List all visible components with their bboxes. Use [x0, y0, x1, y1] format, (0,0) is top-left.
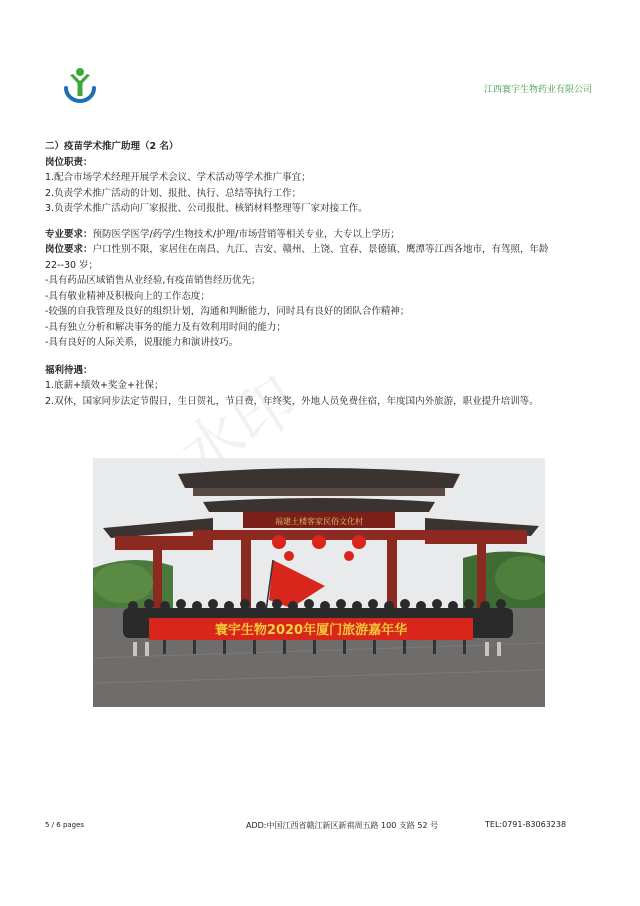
- requirement-item: -具有良好的人际关系，说服能力和演讲技巧。: [45, 337, 239, 348]
- footer-tel: TEL:0791-83063238: [485, 820, 567, 829]
- position-requirement: [45, 242, 597, 258]
- requirement-item: -较强的自我管理及良好的组织计划，沟通和判断能力，同时具有良好的团队合作精神；: [45, 306, 410, 317]
- gate-plaque: 福建土楼客家民俗文化村: [275, 517, 363, 526]
- major-label: 专业要求：: [45, 228, 93, 240]
- requirement-item: -具有独立分析和解决事务的能力及有效利用时间的能力；: [45, 321, 286, 333]
- major-text: 预防医学医学/药学/生物技术/护理/市场营销等相关专业，大专以上学历；: [92, 228, 400, 240]
- watermark: 水印: [167, 363, 311, 493]
- company-name: 江西寰宇生物药业有限公司: [483, 85, 592, 95]
- benefit-item: 1.底薪+绩效+奖金+社保；: [45, 380, 164, 391]
- benefit-item: 2.双休，国家同步法定节假日，生日贺礼，节日费，年终奖，外地人员免费住宿，年度国内外旅游，职业提升培训等。: [45, 395, 539, 407]
- requirement-item: -具有药品区域销售从业经验,有疫苗销售经历优先；: [45, 275, 261, 286]
- major-requirement: [45, 227, 597, 243]
- position-text-cont: 22--30 岁；: [45, 259, 99, 271]
- benefits-label: 福利待遇：: [45, 364, 93, 376]
- duty-item: 3.负责学术推广活动向厂家报批、公司报批、核销材料整理等厂家对接工作。: [45, 203, 368, 214]
- footer-address: ADD:中国江西省赣江新区新祺周五路 100 支路 52 号: [246, 821, 439, 830]
- position-label: 岗位要求：: [45, 244, 93, 255]
- company-logo: [60, 66, 100, 104]
- requirement-item: -具有敬业精神及积极向上的工作态度；: [45, 290, 210, 302]
- duty-item: 1.配合市场学术经理开展学术会议、学术活动等学术推广事宜；: [45, 172, 311, 183]
- position-text: 户口性别不限，家居住在南昌、九江、吉安、赣州、上饶、宜春、景德镇、鹰潭等江西各地市，有驾照，年龄: [92, 244, 549, 255]
- job-description: [45, 139, 597, 409]
- page-indicator: 5 / 6 pages: [45, 821, 85, 829]
- duty-item: 2.负责学术推广活动的计划、报批、执行、总结等执行工作；: [45, 187, 302, 199]
- duties-label: 岗位职责：: [45, 156, 93, 168]
- section-title: 二）疫苗学术推广助理（2 名）: [45, 141, 179, 152]
- trip-banner: 寰宇生物2020年厦门旅游嘉年华: [214, 623, 408, 638]
- group-photo: [93, 458, 545, 707]
